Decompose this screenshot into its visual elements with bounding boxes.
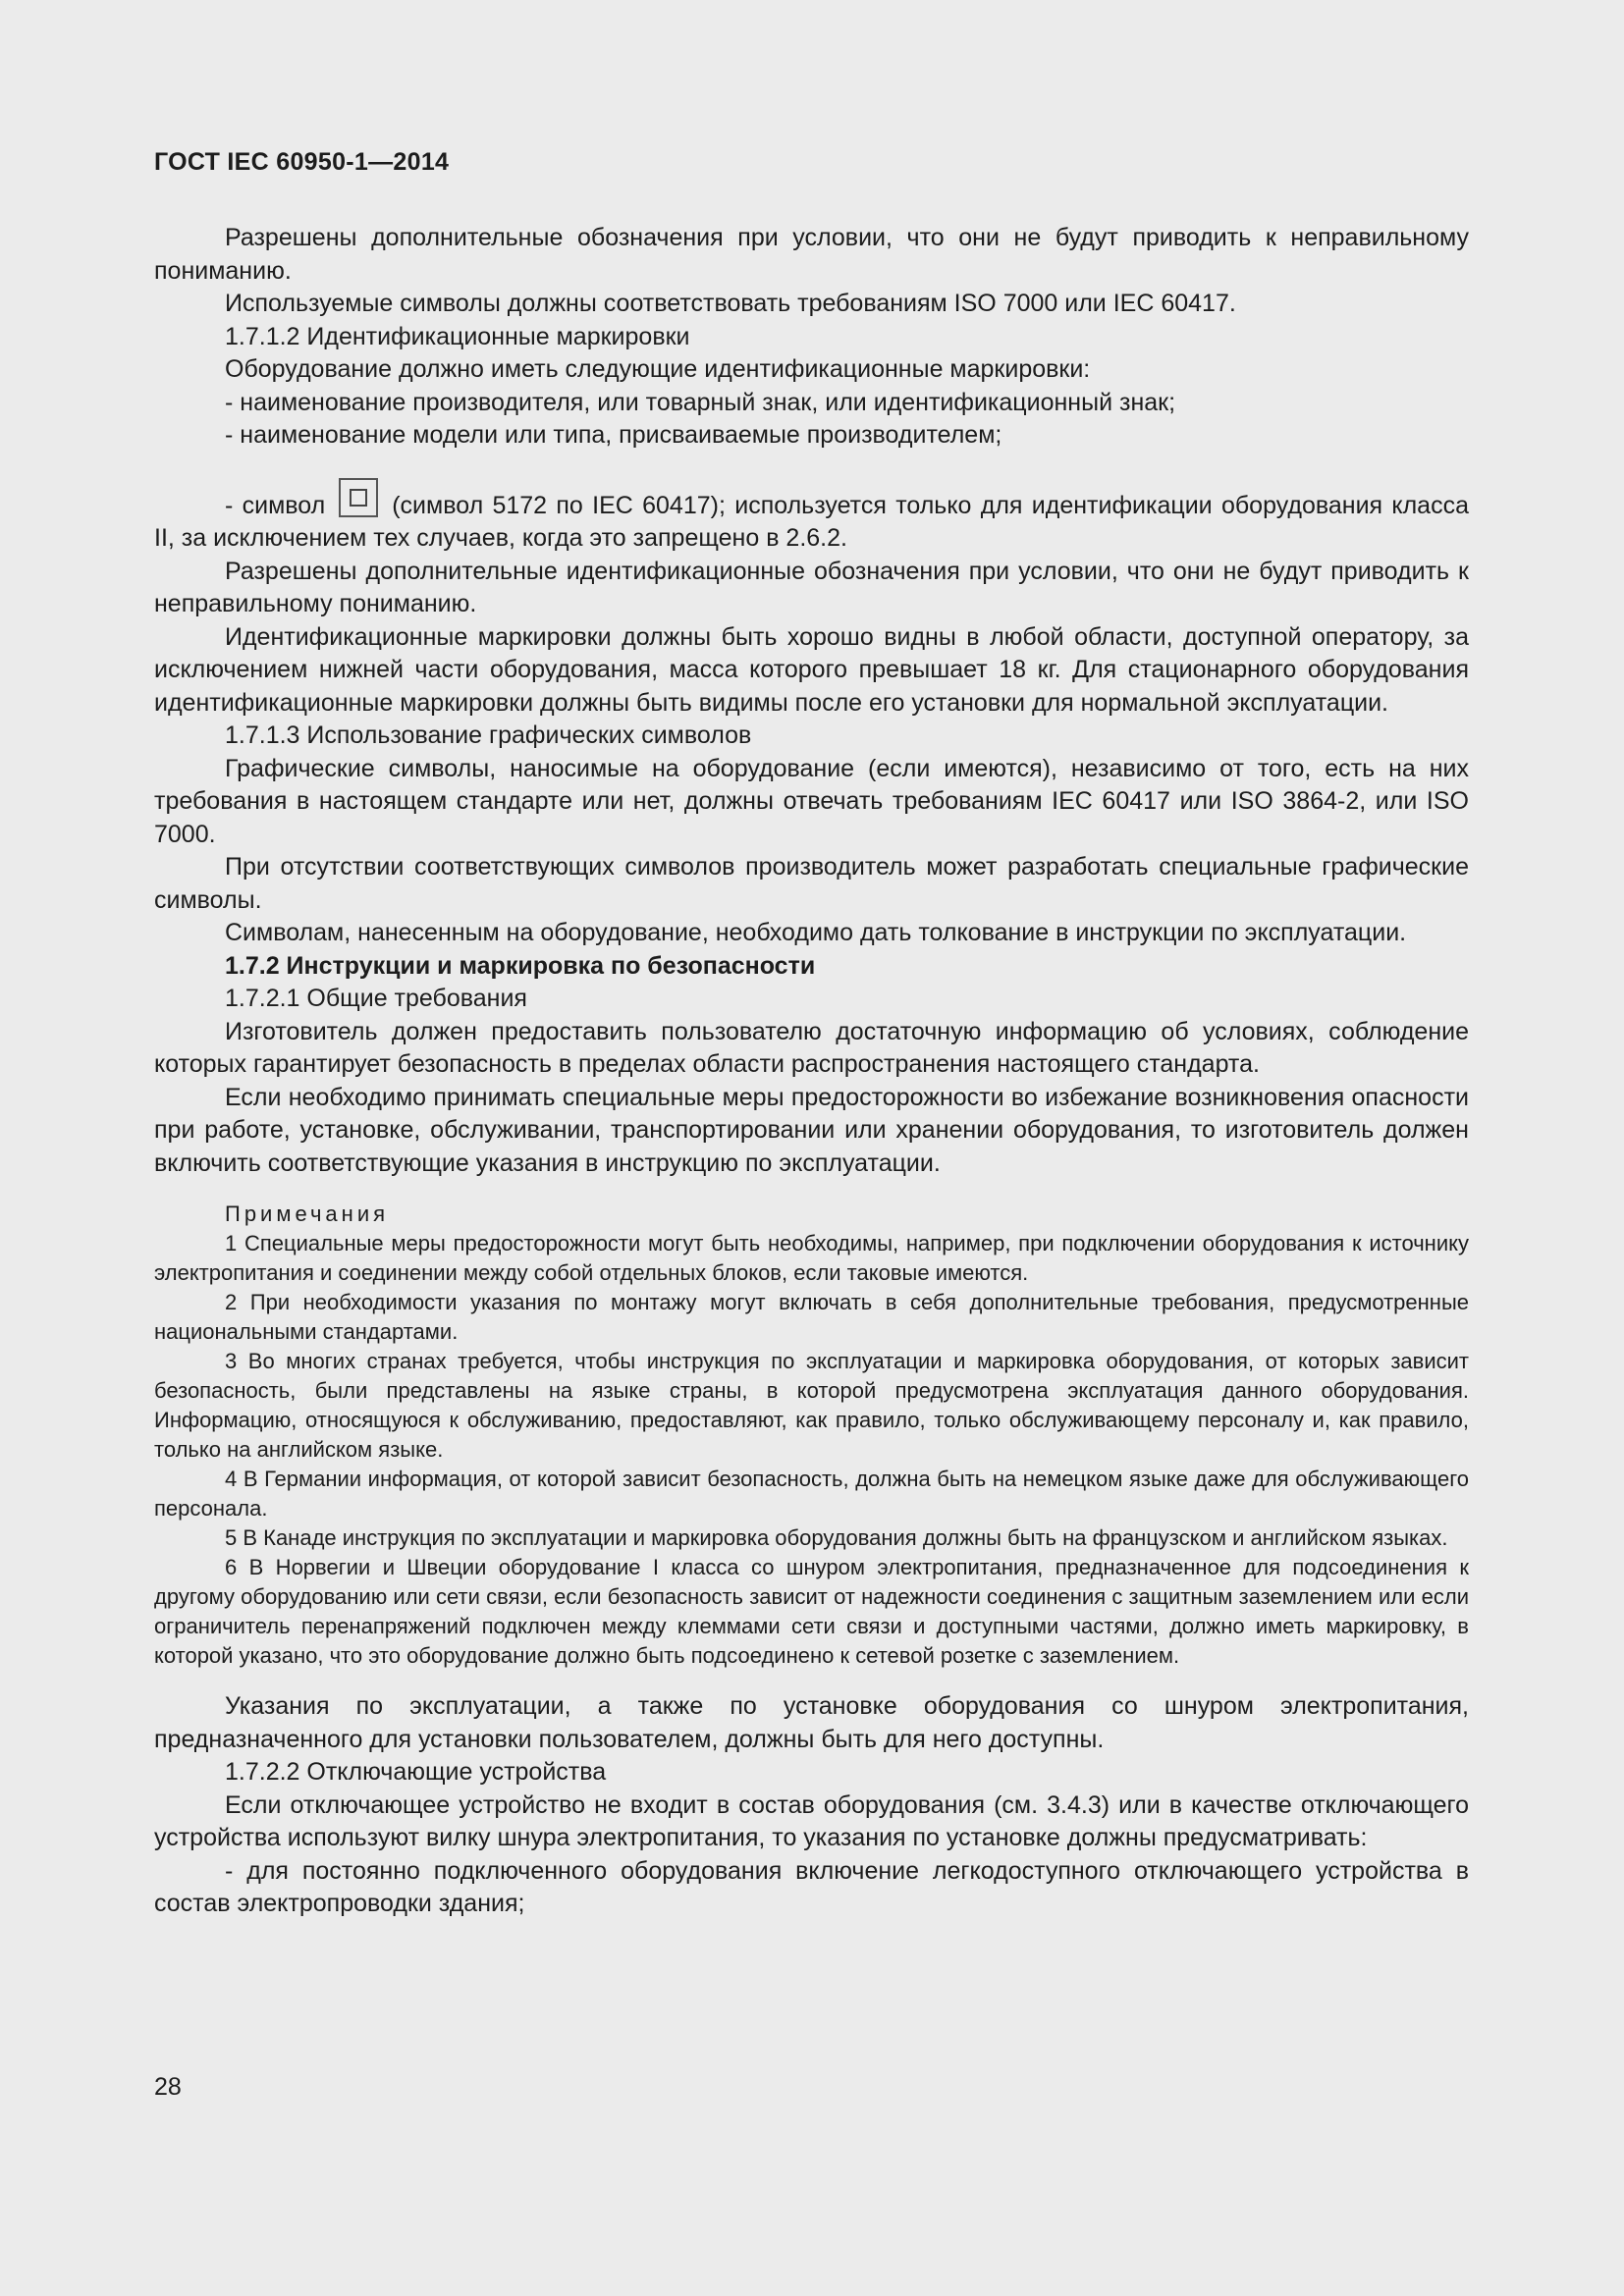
list-item-symbol xyxy=(154,478,1469,556)
document-header: ГОСТ IEC 60950-1—2014 xyxy=(154,148,450,176)
note-item: 5 В Канаде инструкция по эксплуатации и маркировка оборудования должны быть на французском и английском языках. xyxy=(225,1525,1448,1550)
note-item: 3 Во многих странах требуется, чтобы инструкция по эксплуатации и маркировка оборудования, от которых зависит безопасность, были представлены на языке страны, в которой предусмотрена эксплуатация данного оборудования. Информацию, относящуюся к обслуживанию, предоставляют, как правило, только обслуживающему персоналу и, как правило, только на английском языке. xyxy=(154,1349,1469,1462)
section-heading: 1.7.2.1 Общие требования xyxy=(225,985,527,1012)
section-heading: 1.7.2.2 Отключающие устройства xyxy=(225,1758,607,1786)
paragraph: Разрешены дополнительные обозначения при условии, что они не будут приводить к неправильному пониманию. xyxy=(154,224,1469,285)
paragraph: При отсутствии соответствующих символов производитель может разработать специальные графические символы. xyxy=(154,853,1469,914)
section-heading-bold: 1.7.2 Инструкции и маркировка по безопасности xyxy=(225,951,816,980)
symbol-description: (символ 5172 по IEC 60417); используется только для идентификации оборудования класса II, за исключением тех случаев, когда это запрещено в 2.6.2. xyxy=(154,491,1469,552)
note-item: 4 В Германии информация, от которой зависит безопасность, должна быть на немецком языке даже для обслуживающего персонала. xyxy=(154,1467,1469,1521)
notes-block xyxy=(154,1200,1469,1671)
symbol-label: - символ xyxy=(225,491,326,519)
paragraph: Символам, нанесенным на оборудование, необходимо дать толкование в инструкции по эксплуатации. xyxy=(225,919,1407,946)
paragraph: Разрешены дополнительные идентификационные обозначения при условии, что они не будут приводить к неправильному пониманию. xyxy=(154,557,1469,617)
paragraph: Изготовитель должен предоставить пользователю достаточную информацию об условиях, соблюдение которых гарантирует безопасность в пределах области распространения настоящего стандарта. xyxy=(154,1017,1469,1078)
double-square-icon xyxy=(339,478,378,517)
paragraph: Если отключающее устройство не входит в состав оборудования (см. 3.4.3) или в качестве отключающего устройства используют вилку шнура электропитания, то указания по установке должны предусматривать: xyxy=(154,1790,1469,1851)
paragraph: Если необходимо принимать специальные меры предосторожности во избежание возникновения опасности при работе, установке, обслуживании, транспортировании или хранении оборудования, то изготовитель должен включить соответствующие указания в инструкцию по эксплуатации. xyxy=(154,1083,1469,1177)
list-item: - для постоянно подключенного оборудования включение легкодоступного отключающего устройства в состав электропроводки здания; xyxy=(154,1856,1469,1917)
note-item: 2 При необходимости указания по монтажу могут включать в себя дополнительные требования, предусмотренные национальными стандартами. xyxy=(154,1290,1469,1344)
paragraph: Используемые символы должны соответствовать требованиям ISO 7000 или IEC 60417. xyxy=(225,290,1236,317)
document-body xyxy=(154,222,1469,1921)
notes-title: Примечания xyxy=(225,1201,390,1226)
note-item: 6 В Норвегии и Швеции оборудование I класса со шнуром электропитания, предназначенное для подсоединения к другому оборудованию или сети связи, если безопасность зависит от надежности соединения с защитным заземлением или если ограничитель перенапряжений подключен между клеммами сети связи и доступными частями, должно иметь маркировку, в которой указано, что это оборудование должно быть подсоединено к сетевой розетке с заземлением. xyxy=(154,1555,1469,1668)
list-item: - наименование производителя, или товарный знак, или идентификационный знак; xyxy=(225,388,1176,416)
note-item: 1 Специальные меры предосторожности могут быть необходимы, например, при подключении оборудования к источнику электропитания и соединении между собой отдельных блоков, если таковые имеются. xyxy=(154,1231,1469,1285)
page-number: 28 xyxy=(154,2073,182,2101)
list-item: - наименование модели или типа, присваиваемые производителем; xyxy=(225,421,1002,449)
paragraph: Графические символы, наносимые на оборудование (если имеются), независимо от того, есть на них требования в настоящем стандарте или нет, должны отвечать требованиям IEC 60417 или ISO 3864-2, или ISO 7000. xyxy=(154,754,1469,848)
section-heading: 1.7.1.2 Идентификационные маркировки xyxy=(225,322,690,350)
paragraph: Идентификационные маркировки должны быть хорошо видны в любой области, доступной оператору, за исключением нижней части оборудования, масса которого превышает 18 кг. Для стационарного оборудования идентификационные маркировки должны быть видимы после его установки для нормальной эксплуатации. xyxy=(154,622,1469,717)
paragraph: Оборудование должно иметь следующие идентификационные маркировки: xyxy=(225,355,1091,383)
paragraph: Указания по эксплуатации, а также по установке оборудования со шнуром электропитания, предназначенного для установки пользователем, должны быть для него доступны. xyxy=(154,1692,1469,1753)
section-heading: 1.7.1.3 Использование графических символов xyxy=(225,721,752,749)
